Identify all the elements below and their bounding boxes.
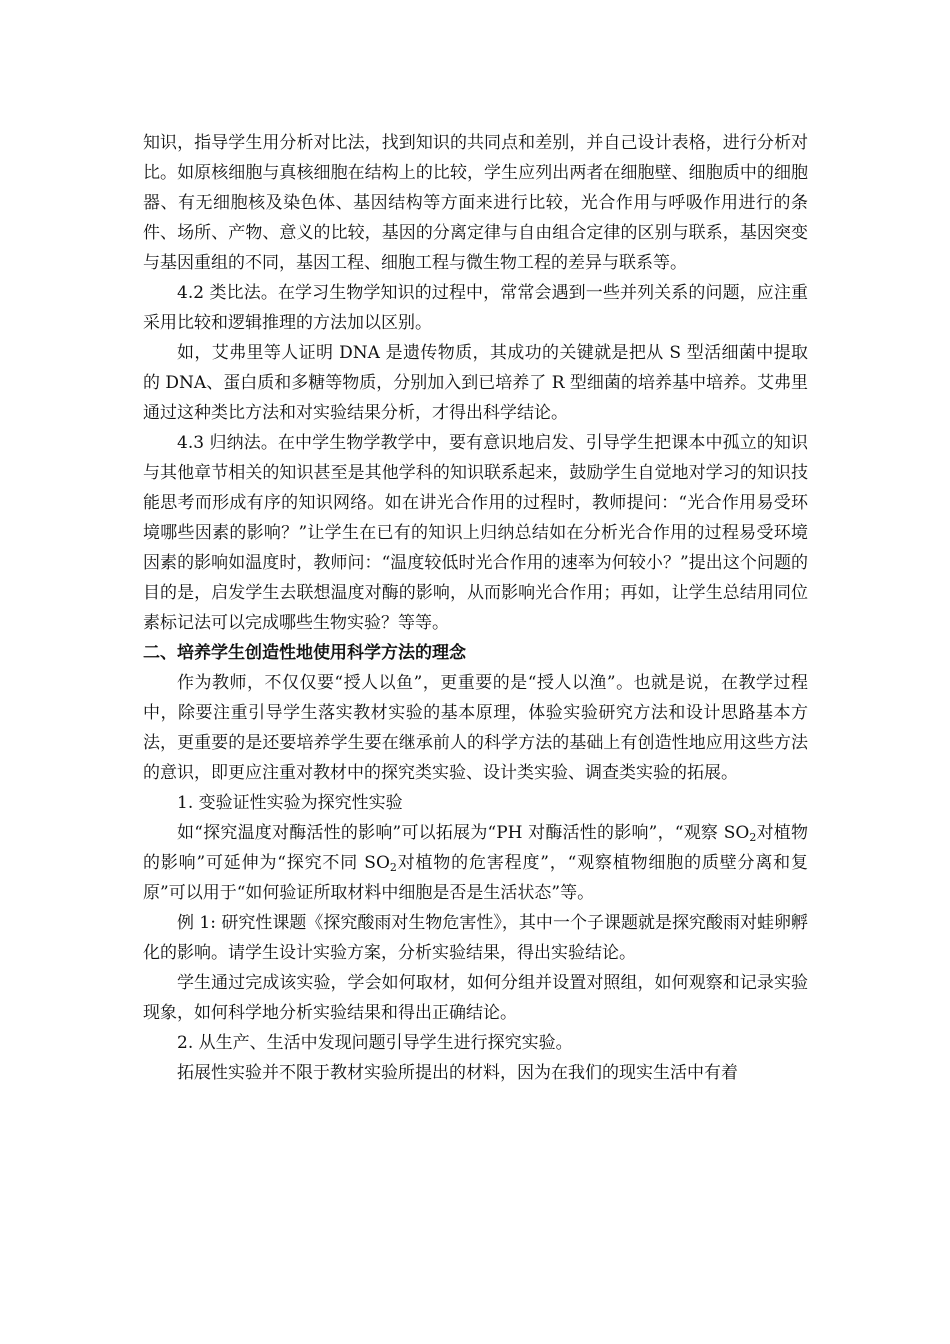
- paragraph-analogy-method: 4.2 类比法。在学习生物学知识的过程中，常常会遇到一些并列关系的问题，应注重采用比较和逻辑推理的方法加以区别。: [143, 283, 808, 333]
- document-page: [143, 128, 808, 1088]
- subscript: 2: [389, 861, 397, 874]
- section-heading: 二、培养学生创造性地使用科学方法的理念: [143, 643, 466, 663]
- paragraph-extension-examples: [143, 818, 808, 908]
- subheading-inquiry-experiment: 1. 变验证性实验为探究性实验: [177, 793, 403, 813]
- text-segment: 对植物的影响”可延伸为“探究不同 SO: [143, 823, 809, 873]
- subscript: 2: [749, 831, 757, 844]
- subheading-life-problems: 2. 从生产、生活中发现问题引导学生进行探究实验。: [177, 1033, 573, 1053]
- text-segment: 如“探究温度对酶活性的影响”可以拓展为“PH 对酶活性的影响”，“观察 SO: [177, 823, 750, 843]
- paragraph-example-1: 例 1: 研究性课题《探究酸雨对生物危害性》，其中一个子课题就是探究酸雨对蛙卵孵化的影响。请学生设计实验方案，分析实验结果，得出实验结论。: [143, 913, 808, 963]
- paragraph-extension-materials: 拓展性实验并不限于教材实验所提出的材料，因为在我们的现实生活中有着: [177, 1063, 738, 1083]
- text-segment: 对植物的危害程度”，“观察植物细胞的质壁分离和复原”可以用于“如何验证所取材料中细胞是否是生活状态”等。: [143, 853, 808, 903]
- paragraph-teacher-role: 作为教师，不仅仅要“授人以鱼”，更重要的是“授人以渔”。也就是说，在教学过程中，除要注重引导学生落实教材实验的基本原理，体验实验研究方法和设计思路基本方法，更重要的是还要培养学生要在继承前人的科学方法的基础上有创造性地应用这些方法的意识，即更应注重对教材中的探究类实验、设计类实验、调查类实验的拓展。: [143, 673, 808, 783]
- paragraph-induction-method: 4.3 归纳法。在中学生物学教学中，要有意识地启发、引导学生把课本中孤立的知识与其他章节相关的知识甚至是其他学科的知识联系起来，鼓励学生自觉地对学习的知识技能思考而形成有序的知识网络。如在讲光合作用的过程时，教师提问：“光合作用易受环境哪些因素的影响？”让学生在已有的知识上归纳总结如在分析光合作用的过程易受环境因素的影响如温度时，教师问：“温度较低时光合作用的速率为何较小？”提出这个问题的目的是，启发学生去联想温度对酶的影响，从而影响光合作用；再如，让学生总结用同位素标记法可以完成哪些生物实验？等等。: [143, 433, 808, 633]
- paragraph-comparison-method: 知识，指导学生用分析对比法，找到知识的共同点和差别，并自己设计表格，进行分析对比。如原核细胞与真核细胞在结构上的比较，学生应列出两者在细胞壁、细胞质中的细胞器、有无细胞核及染色体、基因结构等方面来进行比较，光合作用与呼吸作用进行的条件、场所、产物、意义的比较，基因的分离定律与自由组合定律的区别与联系，基因突变与基因重组的不同，基因工程、细胞工程与微生物工程的差异与联系等。: [143, 133, 808, 273]
- paragraph-student-learning: 学生通过完成该实验，学会如何取材，如何分组并设置对照组，如何观察和记录实验现象，如何科学地分析实验结果和得出正确结论。: [143, 973, 808, 1023]
- paragraph-avery-example: 如，艾弗里等人证明 DNA 是遗传物质，其成功的关键就是把从 S 型活细菌中提取的 DNA、蛋白质和多糖等物质，分别加入到已培养了 R 型细菌的培养基中培养。艾弗里通过这种类比方法和对实验结果分析，才得出科学结论。: [143, 343, 808, 423]
